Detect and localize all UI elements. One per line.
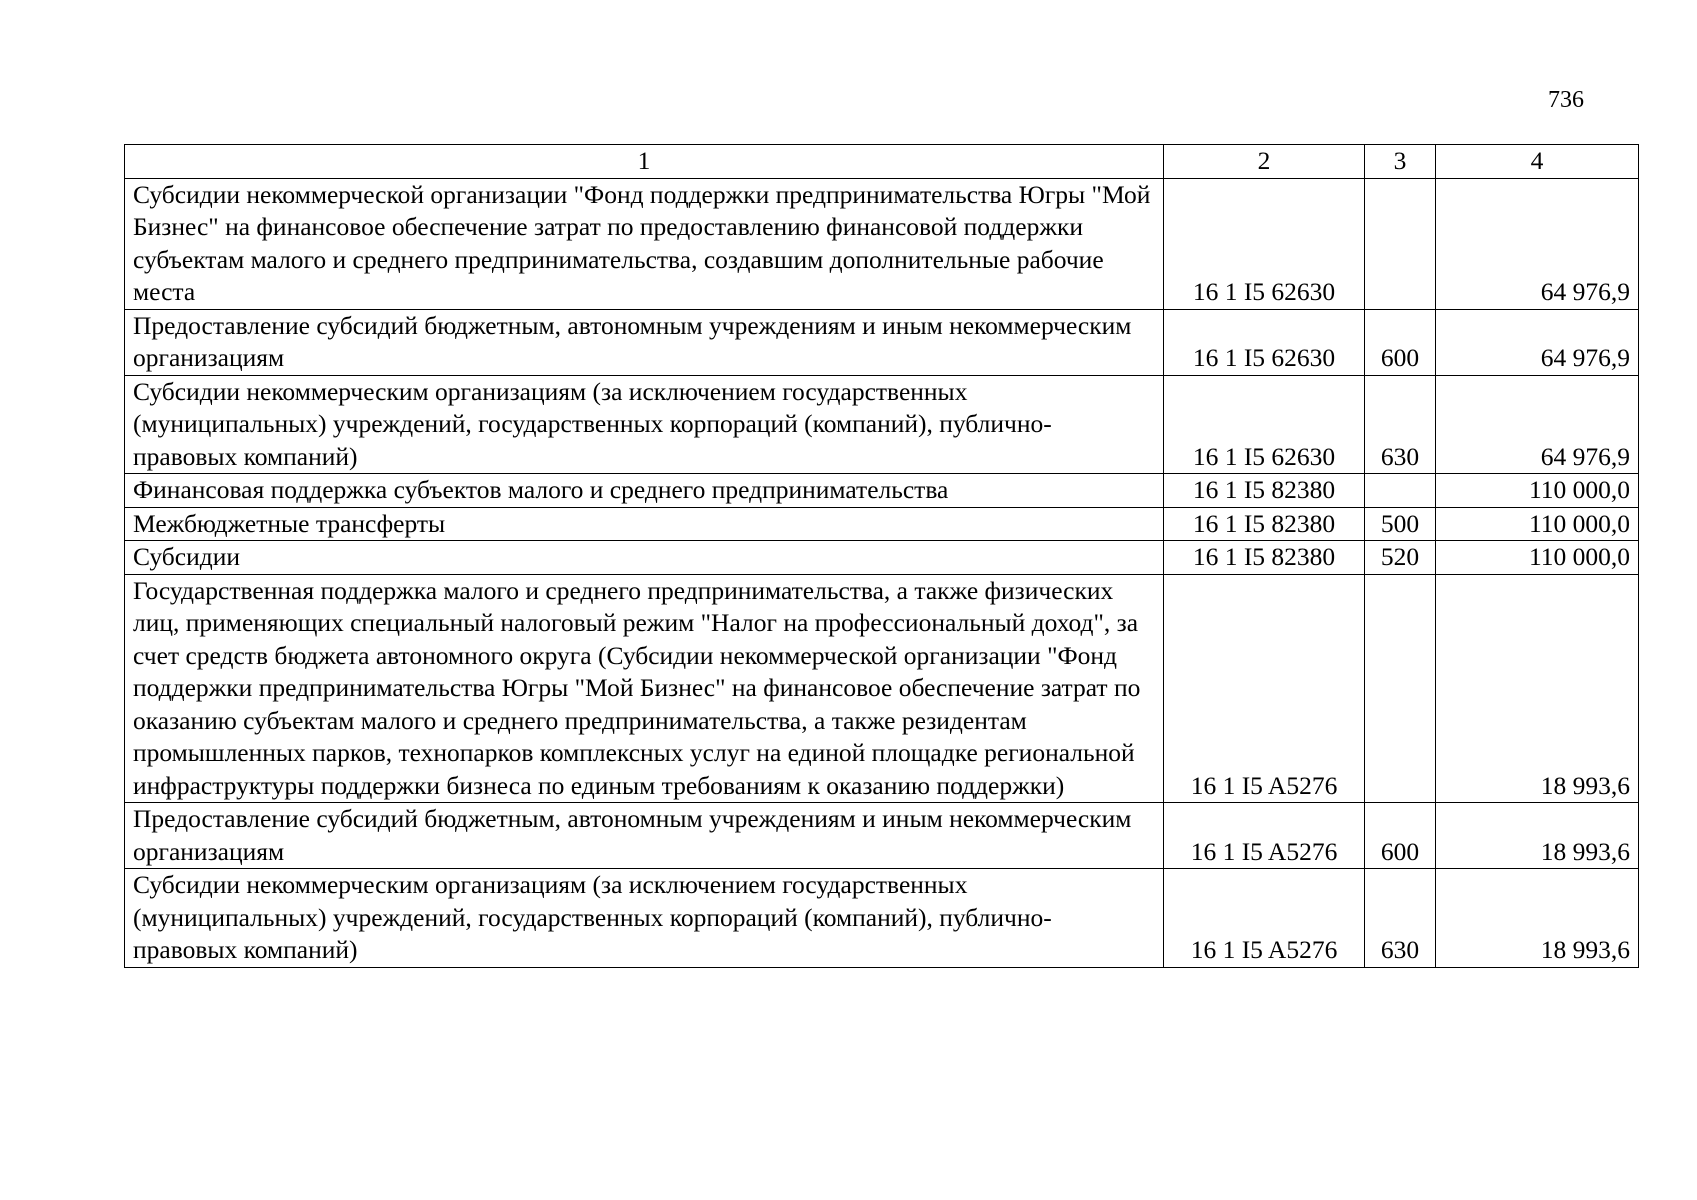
row-amount: 18 993,6 bbox=[1436, 574, 1639, 803]
row-amount: 110 000,0 bbox=[1436, 541, 1639, 575]
row-target-code: 16 1 I5 82380 bbox=[1164, 541, 1365, 575]
row-expense-kind: 500 bbox=[1365, 507, 1436, 541]
row-target-code: 16 1 I5 82380 bbox=[1164, 507, 1365, 541]
table-row bbox=[125, 803, 1639, 869]
column-header-2: 2 bbox=[1164, 145, 1365, 179]
row-expense-kind: 600 bbox=[1365, 803, 1436, 869]
row-amount: 64 976,9 bbox=[1436, 309, 1639, 375]
row-target-code: 16 1 I5 62630 bbox=[1164, 375, 1365, 474]
row-amount: 18 993,6 bbox=[1436, 869, 1639, 968]
row-expense-kind: 630 bbox=[1365, 375, 1436, 474]
column-header-4: 4 bbox=[1436, 145, 1639, 179]
row-description: Предоставление субсидий бюджетным, автономным учреждениям и иным некоммерческим организациям bbox=[125, 803, 1164, 869]
row-expense-kind bbox=[1365, 574, 1436, 803]
row-description: Субсидии некоммерческим организациям (за исключением государственных (муниципальных) учреждений, государственных корпораций (компаний), публично-правовых компаний) bbox=[125, 375, 1164, 474]
table-row bbox=[125, 474, 1639, 508]
table-row bbox=[125, 375, 1639, 474]
column-header-3: 3 bbox=[1365, 145, 1436, 179]
row-target-code: 16 1 I5 62630 bbox=[1164, 309, 1365, 375]
row-target-code: 16 1 I5 82380 bbox=[1164, 474, 1365, 508]
row-amount: 64 976,9 bbox=[1436, 375, 1639, 474]
row-description: Субсидии bbox=[125, 541, 1164, 575]
row-expense-kind bbox=[1365, 178, 1436, 309]
row-expense-kind: 630 bbox=[1365, 869, 1436, 968]
row-description: Предоставление субсидий бюджетным, автономным учреждениям и иным некоммерческим организациям bbox=[125, 309, 1164, 375]
page-number: 736 bbox=[1548, 87, 1584, 113]
row-amount: 18 993,6 bbox=[1436, 803, 1639, 869]
row-description: Финансовая поддержка субъектов малого и среднего предпринимательства bbox=[125, 474, 1164, 508]
table-row bbox=[125, 309, 1639, 375]
column-header-1: 1 bbox=[125, 145, 1164, 179]
table-row bbox=[125, 869, 1639, 968]
row-expense-kind: 520 bbox=[1365, 541, 1436, 575]
row-target-code: 16 1 I5 A5276 bbox=[1164, 803, 1365, 869]
row-expense-kind: 600 bbox=[1365, 309, 1436, 375]
row-target-code: 16 1 I5 62630 bbox=[1164, 178, 1365, 309]
row-target-code: 16 1 I5 A5276 bbox=[1164, 574, 1365, 803]
budget-table bbox=[124, 144, 1639, 968]
header-row bbox=[125, 145, 1639, 179]
table-row bbox=[125, 507, 1639, 541]
row-description: Субсидии некоммерческим организациям (за исключением государственных (муниципальных) учреждений, государственных корпораций (компаний), публично-правовых компаний) bbox=[125, 869, 1164, 968]
table-row bbox=[125, 178, 1639, 309]
row-description: Субсидии некоммерческой организации "Фонд поддержки предпринимательства Югры "Мой Бизнес" на финансовое обеспечение затрат по предоставлению финансовой поддержки субъектам малого и среднего предпринимательства, создавшим дополнительные рабочие места bbox=[125, 178, 1164, 309]
row-target-code: 16 1 I5 A5276 bbox=[1164, 869, 1365, 968]
row-description: Государственная поддержка малого и среднего предпринимательства, а также физических лиц, применяющих специальный налоговый режим "Налог на профессиональный доход", за счет средств бюджета автономного округа (Субсидии некоммерческой организации "Фонд поддержки предпринимательства Югры "Мой Бизнес" на финансовое обеспечение затрат по оказанию субъектам малого и среднего предпринимательства, а также резидентам промышленных парков, технопарков комплексных услуг на единой площадке региональной инфраструктуры поддержки бизнеса по единым требованиям к оказанию поддержки) bbox=[125, 574, 1164, 803]
row-amount: 64 976,9 bbox=[1436, 178, 1639, 309]
table-row bbox=[125, 541, 1639, 575]
row-description: Межбюджетные трансферты bbox=[125, 507, 1164, 541]
row-amount: 110 000,0 bbox=[1436, 474, 1639, 508]
row-amount: 110 000,0 bbox=[1436, 507, 1639, 541]
table-row bbox=[125, 574, 1639, 803]
row-expense-kind bbox=[1365, 474, 1436, 508]
